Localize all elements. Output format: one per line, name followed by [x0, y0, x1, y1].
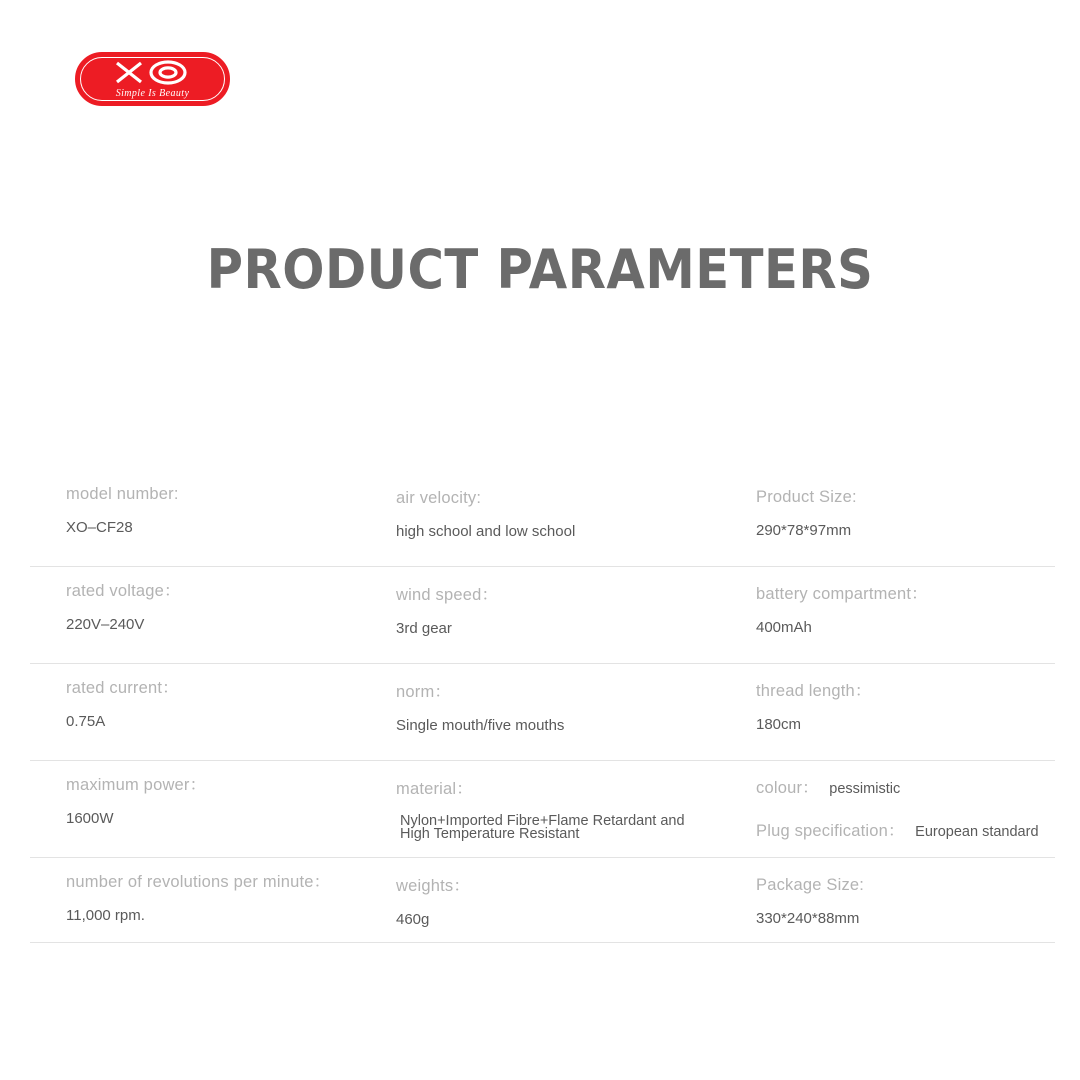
spec-value: Single mouth/five mouths	[396, 717, 565, 734]
spec-label-colour: colour：	[756, 779, 819, 797]
spec-value: 11,000 rpm.	[66, 907, 145, 924]
spec-value: 290*78*97mm	[756, 522, 852, 539]
spec-label: Package Size:	[756, 876, 865, 894]
spec-cell-thread-length	[720, 676, 1055, 760]
table-row	[30, 470, 1055, 567]
spec-label: weights：	[396, 877, 471, 895]
spec-label: rated voltage：	[66, 582, 181, 600]
spec-value: 460g	[396, 911, 430, 928]
spec-cell-air-velocity	[360, 482, 720, 566]
table-row	[30, 858, 1055, 943]
spec-value: 1600W	[66, 810, 114, 827]
spec-label: thread length：	[756, 682, 872, 700]
spec-cell-model-number	[30, 482, 360, 566]
spec-label: Product Size:	[756, 488, 857, 506]
spec-cell-colour-and-plug	[720, 773, 1055, 857]
spec-cell-rated-voltage	[30, 579, 360, 663]
spec-label: maximum power：	[66, 776, 207, 794]
spec-value: high school and low school	[396, 523, 576, 540]
spec-cell-weights	[360, 870, 720, 942]
spec-label-plug: Plug specification：	[756, 822, 905, 840]
table-row	[30, 567, 1055, 664]
page-title: PRODUCT PARAMETERS	[206, 238, 874, 301]
spec-cell-wind-speed	[360, 579, 720, 663]
spec-cell-battery-compartment	[720, 579, 1055, 663]
spec-value-plug: European standard	[915, 824, 1039, 840]
spec-value: XO–CF28	[66, 519, 133, 536]
spec-value: 3rd gear	[396, 620, 452, 637]
spec-cell-product-size	[720, 482, 1055, 566]
spec-value: 400mAh	[756, 619, 812, 636]
spec-value: 330*240*88mm	[756, 910, 860, 927]
spec-cell-maximum-power	[30, 773, 360, 857]
spec-label: norm：	[396, 683, 452, 701]
spec-label: air velocity:	[396, 489, 482, 507]
table-row	[30, 761, 1055, 858]
spec-cell-package-size	[720, 870, 1055, 942]
spec-label: number of revolutions per minute：	[66, 873, 331, 891]
spec-value: 0.75A	[66, 713, 106, 730]
spec-cell-norm	[360, 676, 720, 760]
product-parameters-table	[30, 470, 1055, 943]
spec-value: Nylon+Imported Fibre+Flame Retardant and High Temperature Resistant	[400, 813, 685, 842]
spec-value-colour: pessimistic	[829, 781, 901, 797]
spec-value: 180cm	[756, 716, 802, 733]
spec-value: 220V–240V	[66, 616, 145, 633]
xo-logo-icon	[75, 59, 230, 86]
spec-label: battery compartment：	[756, 585, 928, 603]
spec-cell-material	[360, 773, 720, 857]
spec-label: rated current：	[66, 679, 179, 697]
spec-cell-revolutions-per-minute	[30, 870, 360, 942]
brand-logo	[75, 52, 230, 106]
logo-tagline: Simple Is Beauty	[115, 88, 190, 99]
spec-label: wind speed：	[396, 586, 499, 604]
spec-label: material：	[396, 780, 473, 798]
spec-label: model number:	[66, 485, 179, 503]
spec-cell-rated-current	[30, 676, 360, 760]
table-row	[30, 664, 1055, 761]
